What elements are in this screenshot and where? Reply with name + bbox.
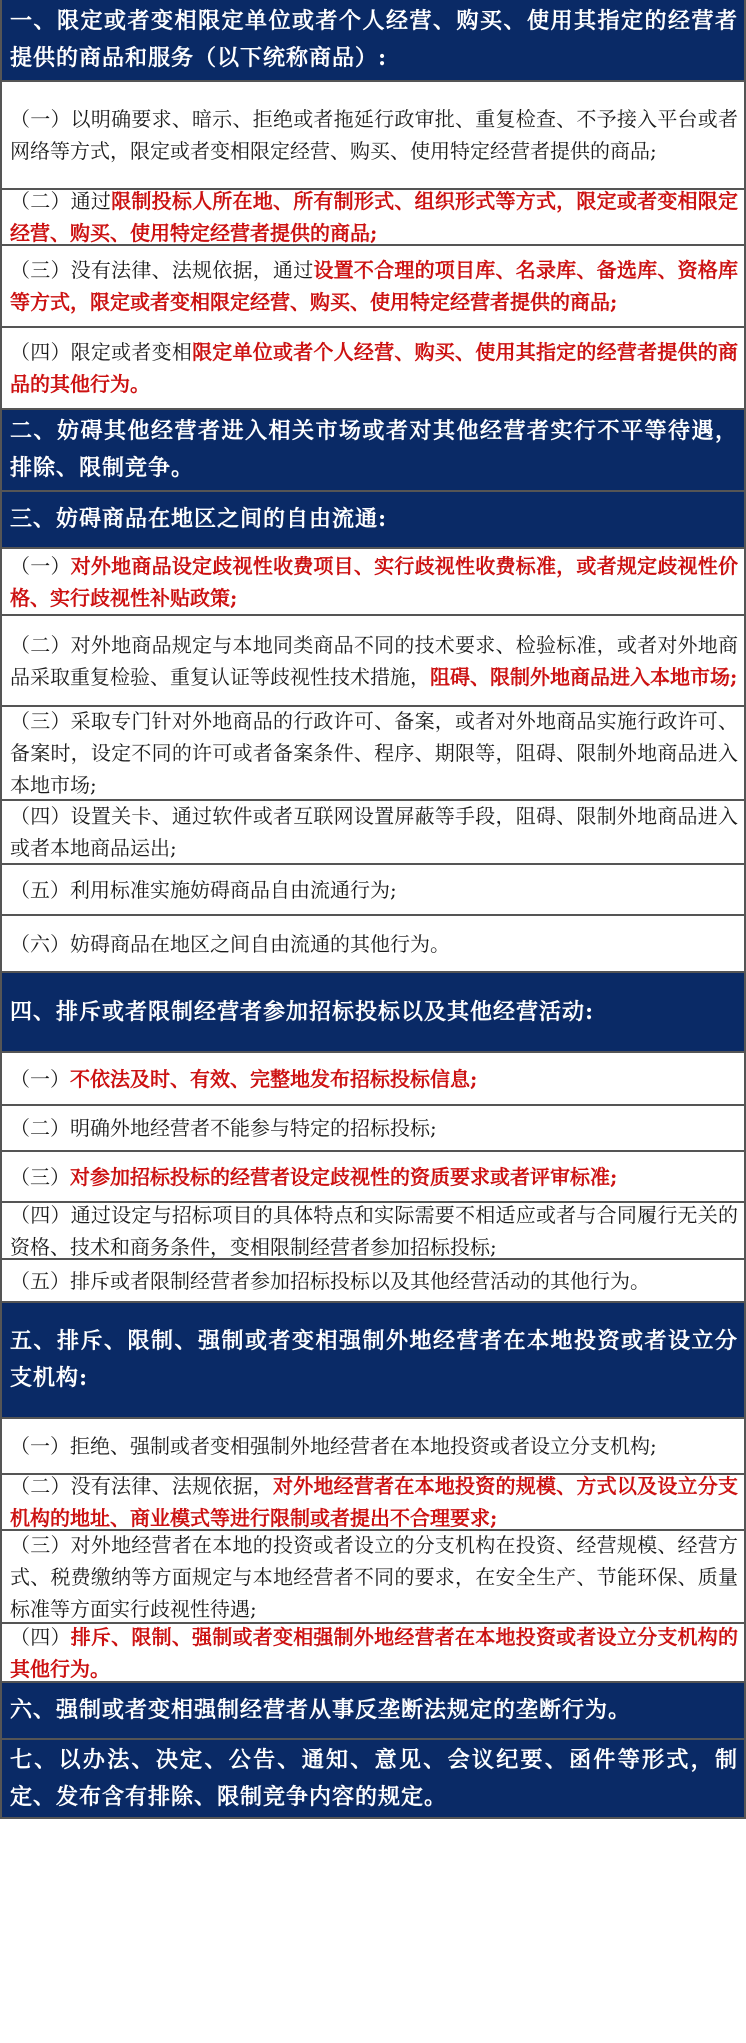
highlighted-text: 对参加招标投标的经营者设定歧视性的资质要求或者评审标准; [70, 1164, 618, 1189]
clause-text [10, 1621, 738, 1685]
section-heading [2, 973, 744, 1053]
clause-row [2, 1106, 744, 1152]
plain-text: （二）明确外地经营者不能参与特定的招标投标; [10, 1116, 437, 1140]
plain-text: （四）限定或者变相 [10, 340, 193, 364]
section-heading-text [10, 3, 738, 77]
section-heading [2, 1303, 744, 1419]
clause-text [10, 1161, 738, 1193]
section-heading [2, 1740, 744, 1819]
clause-text [10, 254, 738, 318]
highlighted-text: 排斥、限制、强制或者变相强制外地经营者在本地投资或者设立分支机构的其他行为。 [10, 1624, 739, 1681]
section-heading-text [10, 994, 738, 1031]
plain-text: （四）通过设定与招标项目的具体特点和实际需要不相适应或者与合同履行无关的资格、技术和商务条件，变相限制经营者参加招标投标; [10, 1202, 738, 1259]
highlighted-text: 阻碍、限制外地商品进入本地市场; [430, 664, 738, 689]
clause-row [2, 1419, 744, 1475]
plain-text: （三）对外地经营者在本地的投资或者设立的分支机构在投资、经营规模、经营方式、税费缴纳等方面规定与本地经营者不同的要求，在安全生产、节能环保、质量标准等方面实行歧视性待遇; [10, 1532, 738, 1621]
section-heading-text [10, 413, 738, 487]
clause-row [2, 1260, 744, 1303]
plain-text: （四） [10, 1624, 71, 1649]
plain-text: （三）采取专门针对外地商品的行政许可、备案，或者对外地商品实施行政许可、备案时，设定不同的许可或者备案条件、程序、期限等，阻碍、限制外地商品进入本地市场; [10, 709, 738, 797]
clause-text [10, 705, 738, 801]
plain-text: 六、强制或者变相强制经营者从事反垄断法规定的垄断行为。 [10, 1697, 632, 1723]
section-heading [2, 492, 744, 549]
clause-row [2, 246, 744, 328]
plain-text: （六）妨碍商品在地区之间自由流通的其他行为。 [10, 931, 450, 956]
clause-text [10, 928, 738, 960]
highlighted-text: 限制投标人所在地、所有制形式、组织形式等方式，限定或者变相限定经营、购买、使用特定经营者提供的商品; [10, 189, 739, 245]
highlighted-text: 设置不合理的项目库、名录库、备选库、资格库等方式，限定或者变相限定经营、购买、使用特定经营者提供的商品; [10, 258, 739, 314]
clause-row [2, 1152, 744, 1203]
section-heading-text [10, 501, 738, 538]
plain-text: （一） [10, 1066, 70, 1091]
clause-row [2, 865, 744, 916]
highlighted-text: 对外地经营者在本地投资的规模、方式以及设立分支机构的地址、商业模式等进行限制或者提出不合理要求; [10, 1474, 739, 1530]
clause-row [2, 1203, 744, 1260]
clause-text [10, 874, 738, 906]
plain-text: （一）以明确要求、暗示、拒绝或者拖延行政审批、重复检查、不予接入平台或者网络等方式，限定或者变相限定经营、购买、使用特定经营者提供的商品; [10, 107, 738, 163]
clause-row [2, 801, 744, 865]
clause-text [10, 336, 738, 400]
section-heading-text [10, 1323, 738, 1397]
clause-text [10, 185, 738, 249]
section-heading-text [10, 1692, 738, 1729]
clause-text [10, 800, 738, 864]
plain-text: （二）通过 [10, 189, 112, 213]
clause-text [10, 1470, 738, 1534]
section-heading [2, 0, 744, 82]
clause-text [10, 550, 738, 614]
clause-text [10, 1265, 738, 1297]
plain-text: 一、限定或者变相限定单位或者个人经营、购买、使用其指定的经营者提供的商品和服务（以下统称商品）: [10, 8, 738, 71]
clause-row [2, 1475, 744, 1531]
plain-text: （一）拒绝、强制或者变相强制外地经营者在本地投资或者设立分支机构; [10, 1434, 657, 1458]
plain-text: 七、以办法、决定、公告、通知、意见、会议纪要、函件等形式，制定、发布含有排除、限制竞争内容的规定。 [10, 1746, 738, 1810]
clause-row [2, 707, 744, 801]
clause-text [10, 1430, 738, 1462]
plain-text: （五）排斥或者限制经营者参加招标投标以及其他经营活动的其他行为。 [10, 1268, 650, 1293]
plain-text: （五）利用标准实施妨碍商品自由流通行为; [10, 877, 397, 902]
plain-text: （二）对外地商品规定与本地同类商品不同的技术要求、检验标准，或者对外地商品采取重复检验、重复认证等歧视性技术措施， [10, 632, 738, 689]
clause-text [10, 1112, 738, 1144]
highlighted-text: 不依法及时、有效、完整地发布招标投标信息; [70, 1066, 478, 1091]
plain-text: （三） [10, 1164, 70, 1189]
clause-row [2, 916, 744, 973]
clause-row [2, 616, 744, 707]
plain-text: （三）没有法律、法规依据，通过 [10, 258, 314, 282]
plain-text: 五、排斥、限制、强制或者变相强制外地经营者在本地投资或者设立分支机构: [10, 1328, 738, 1391]
plain-text: 四、排斥或者限制经营者参加招标投标以及其他经营活动: [10, 998, 595, 1025]
highlighted-text: 对外地商品设定歧视性收费项目、实行歧视性收费标准，或者规定歧视性价格、实行歧视性补贴政策; [10, 553, 739, 610]
clause-row [2, 190, 744, 246]
plain-text: 二、妨碍其他经营者进入相关市场或者对其他经营者实行不平等待遇，排除、限制竞争。 [10, 418, 738, 481]
section-heading [2, 1683, 744, 1740]
clause-text [10, 1529, 738, 1625]
plain-text: （二）没有法律、法规依据， [10, 1474, 273, 1498]
clause-row [2, 549, 744, 616]
clause-row [2, 1531, 744, 1624]
clause-text [10, 103, 738, 167]
plain-text: 三、妨碍商品在地区之间的自由流通: [10, 506, 388, 532]
plain-text: （四）设置关卡、通过软件或者互联网设置屏蔽等手段，阻碍、限制外地商品进入或者本地商品运出; [10, 804, 738, 860]
section-heading-text [10, 1742, 738, 1816]
highlighted-text: 限定单位或者个人经营、购买、使用其指定的经营者提供的商品的其他行为。 [10, 340, 739, 396]
clause-row [2, 82, 744, 190]
clause-row [2, 328, 744, 410]
clause-text [10, 1199, 738, 1263]
clause-row [2, 1624, 744, 1683]
clause-row [2, 1053, 744, 1106]
clause-text [10, 629, 738, 693]
plain-text: （一） [10, 553, 71, 578]
clause-text [10, 1063, 738, 1095]
section-heading [2, 410, 744, 492]
